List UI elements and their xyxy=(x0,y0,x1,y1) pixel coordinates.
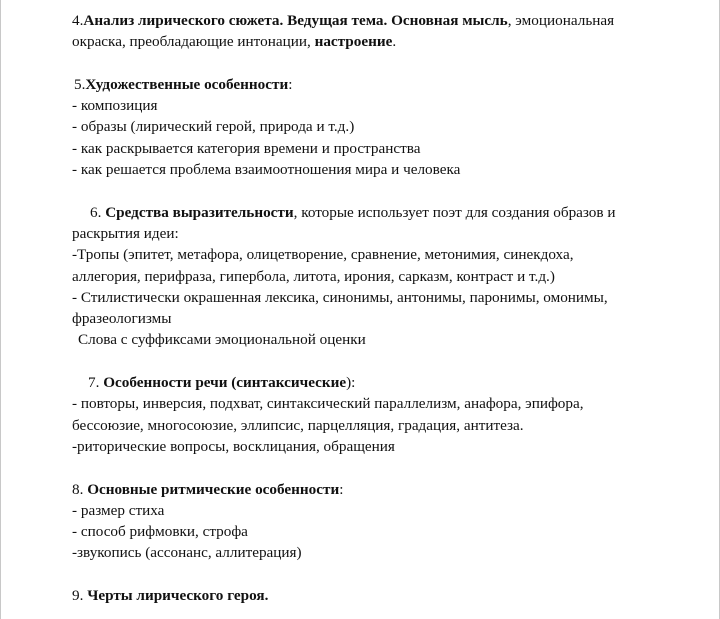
section-8-colon: : xyxy=(339,480,344,498)
section-5-heading-line xyxy=(74,74,699,95)
section-9 xyxy=(72,585,699,606)
section-6-heading-line xyxy=(90,202,699,223)
section-5 xyxy=(72,74,699,180)
section-8 xyxy=(72,479,699,564)
section-6-text-2: раскрытия идеи: xyxy=(72,224,179,242)
section-6 xyxy=(72,202,699,351)
section-7-close: ): xyxy=(346,374,356,392)
section-4 xyxy=(72,10,699,53)
section-7-number: 7. xyxy=(88,374,104,392)
text-line: аллегория, перифраза, гипербола, литота, ирония, сарказм, контраст и т.д.) xyxy=(72,267,555,285)
section-7-heading: Особенности речи (синтаксические xyxy=(103,374,347,392)
section-9-heading: Черты лирического героя. xyxy=(87,587,269,605)
section-7 xyxy=(72,372,699,457)
section-6-extra-line: Слова с суффиксами эмоциональной оценки xyxy=(78,331,366,349)
section-5-heading: Художественные особенности xyxy=(85,75,289,93)
section-5-colon: : xyxy=(288,75,293,93)
section-6-heading: Средства выразительности xyxy=(105,203,294,221)
section-9-number: 9. xyxy=(72,587,88,605)
section-6-text-1: , которые использует поэт для создания образов и xyxy=(293,203,616,221)
text-line: - повторы, инверсия, подхват, синтаксический параллелизм, анафора, эпифора, xyxy=(72,395,584,413)
section-8-heading: Основные ритмические особенности xyxy=(87,480,340,498)
list-item: -звукопись (ассонанс, аллитерация) xyxy=(72,544,302,562)
list-item: - как раскрывается категория времени и пространства xyxy=(72,139,421,157)
list-item: - как решается проблема взаимоотношения мира и человека xyxy=(72,161,461,179)
text-line: фразеологизмы xyxy=(72,310,172,328)
text-line: -Тропы (эпитет, метафора, олицетворение, сравнение, метонимия, синекдоха, xyxy=(72,246,574,264)
list-item: - образы (лирический герой, природа и т.д.) xyxy=(72,118,355,136)
section-4-line-1 xyxy=(72,10,699,31)
section-5-number: 5. xyxy=(74,75,86,93)
list-item: - способ рифмовки, строфа xyxy=(72,523,248,541)
list-item: - композиция xyxy=(72,97,158,115)
section-8-heading-line xyxy=(72,479,699,500)
section-4-heading: Анализ лирического сюжета. Ведущая тема. Основная мысль xyxy=(83,12,508,29)
section-6-number: 6. xyxy=(90,203,106,221)
section-7-heading-line xyxy=(88,372,699,393)
section-4-text-3: . xyxy=(392,33,397,51)
text-line: - Стилистически окрашенная лексика, синонимы, антонимы, паронимы, омонимы, xyxy=(72,288,608,306)
section-4-text-1: , эмоциональная xyxy=(507,12,615,29)
text-line: -риторические вопросы, восклицания, обращения xyxy=(72,437,395,455)
section-4-number: 4. xyxy=(72,12,84,29)
section-8-number: 8. xyxy=(72,480,88,498)
text-line: бессоюзие, многосоюзие, эллипсис, парцелляция, градация, антитеза. xyxy=(72,416,524,434)
section-9-heading-line xyxy=(72,585,699,606)
list-item: - размер стиха xyxy=(72,501,165,519)
section-4-mood: настроение xyxy=(314,33,393,51)
section-4-text-2: окраска, преобладающие интонации, xyxy=(72,33,315,51)
section-4-line-2 xyxy=(72,31,699,52)
